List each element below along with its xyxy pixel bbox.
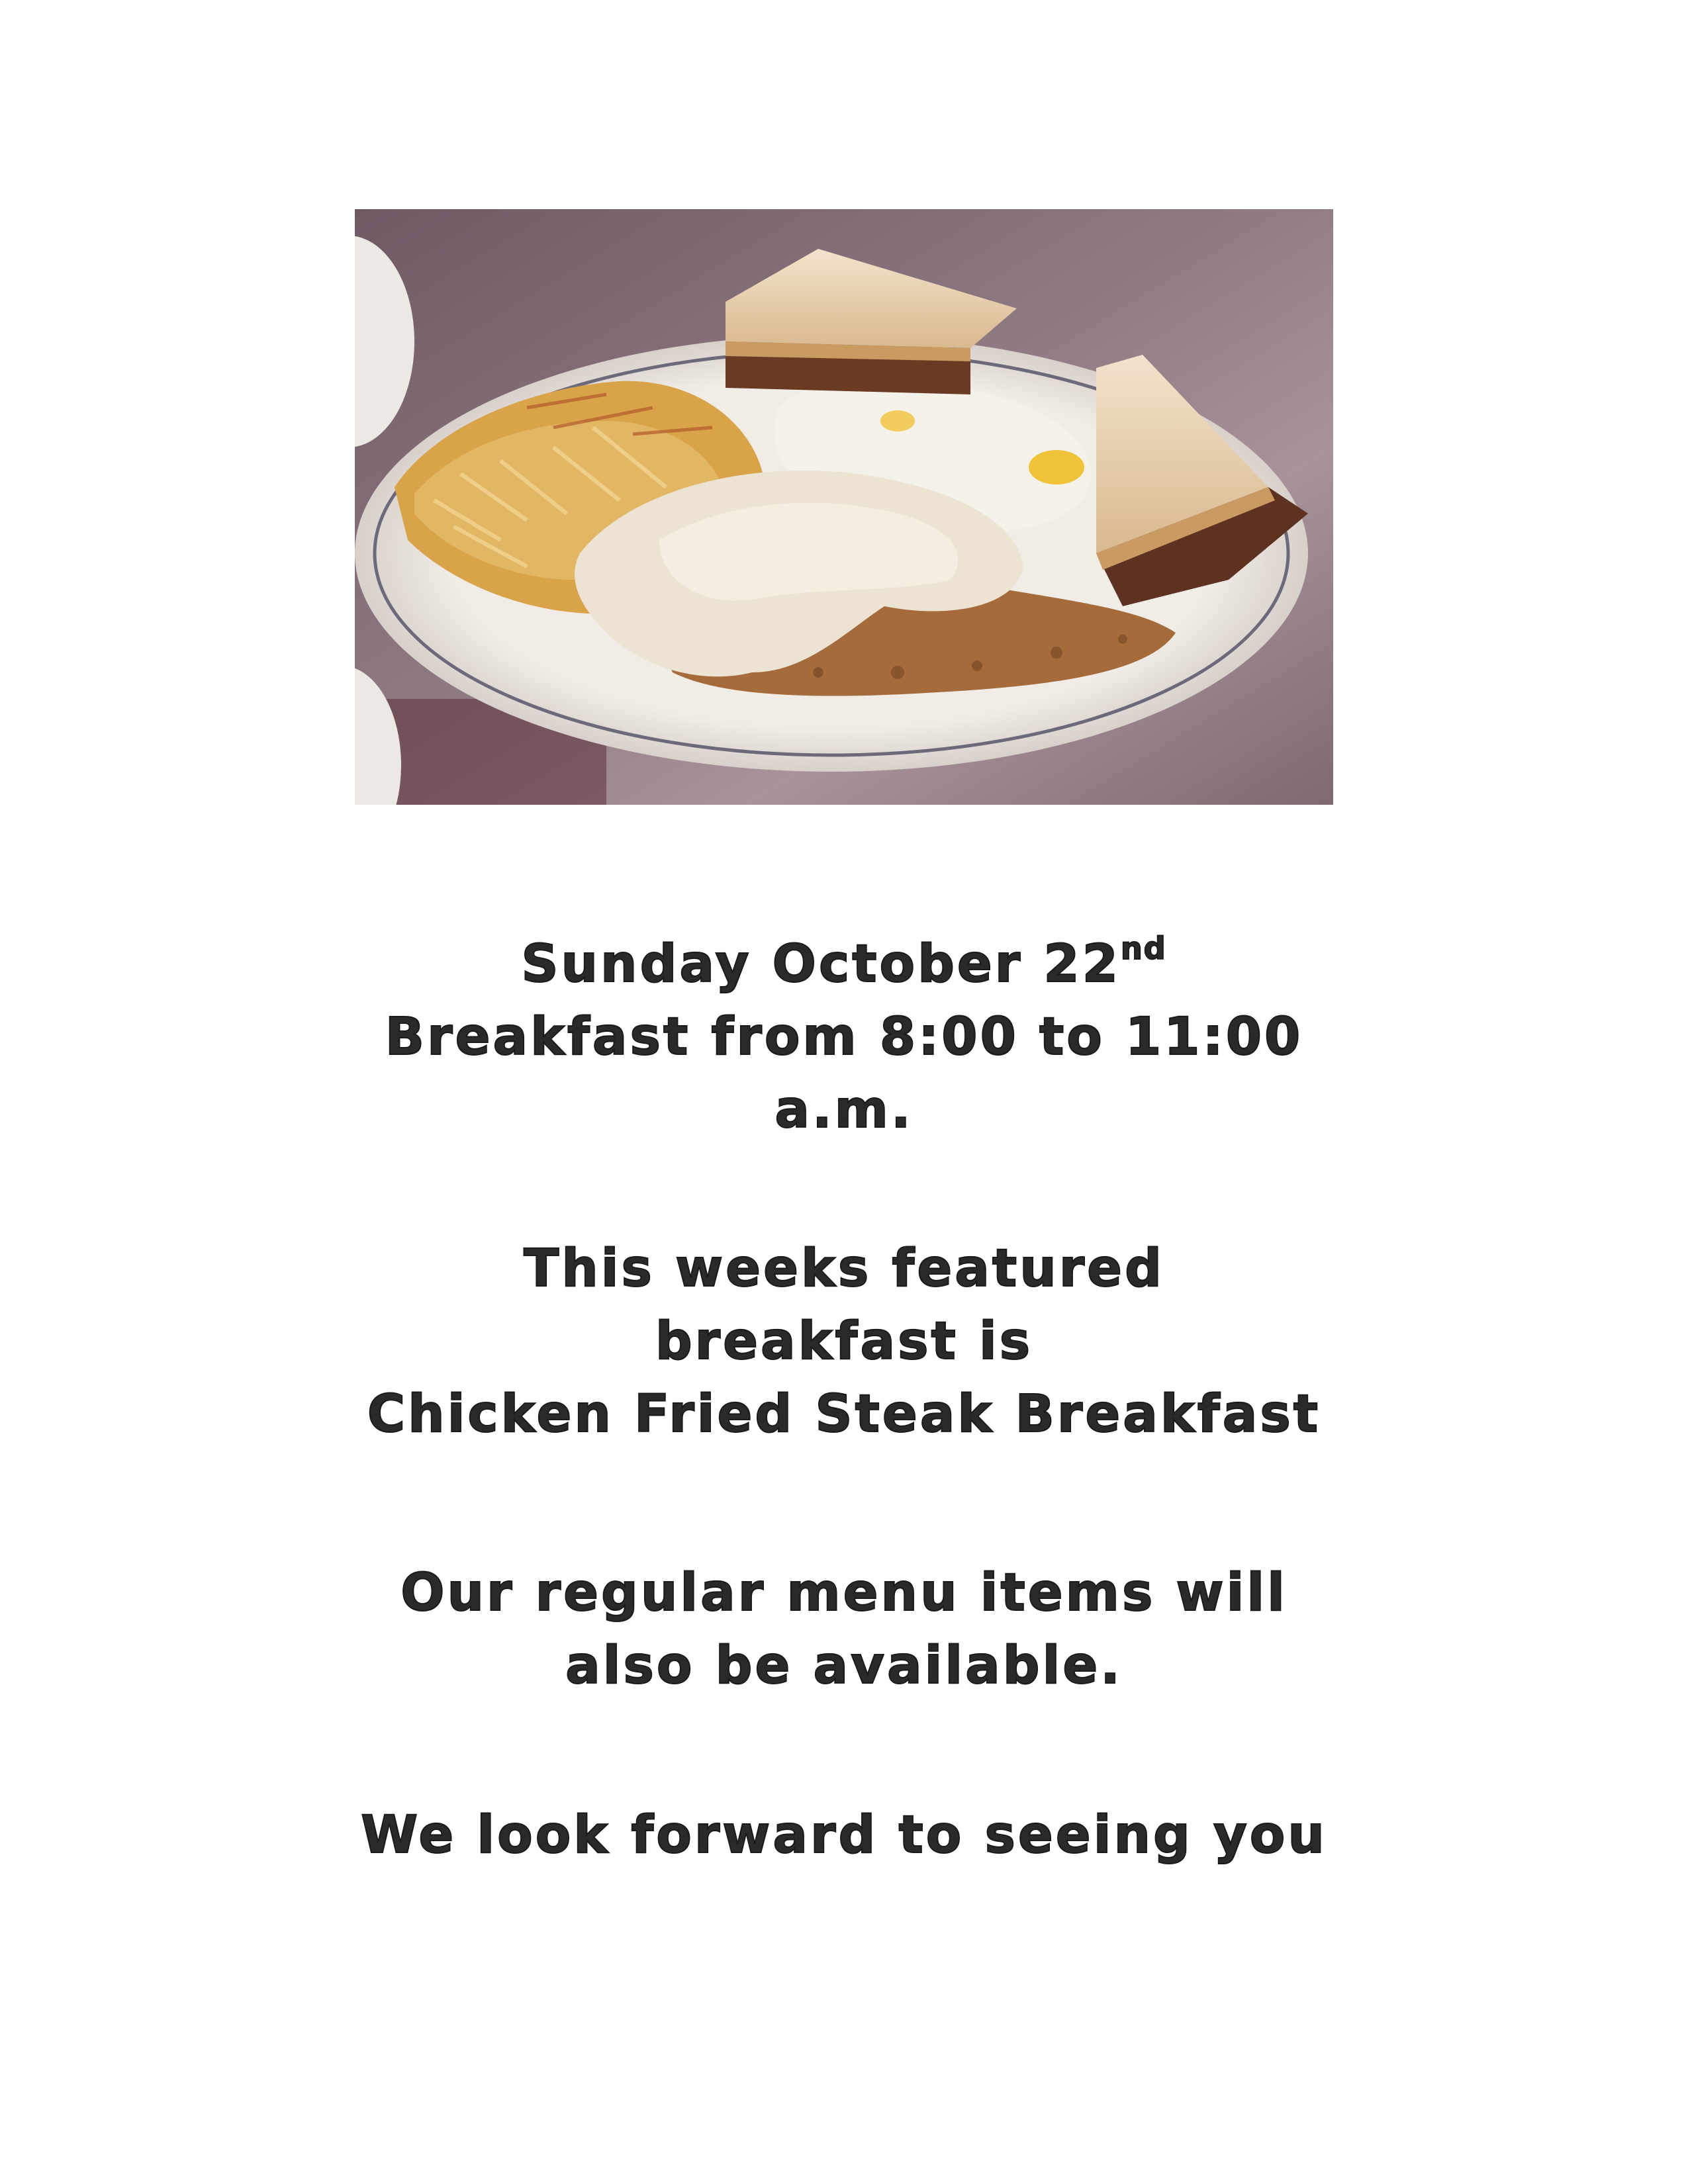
- closing-line: We look forward to seeing you: [361, 1805, 1327, 1865]
- closing-section: [132, 1799, 1556, 1872]
- featured-line-2: breakfast is: [655, 1312, 1033, 1371]
- regular-menu-section: [132, 1557, 1556, 1702]
- event-date-line: [132, 912, 1556, 1001]
- breakfast-plate-photo: [355, 209, 1333, 805]
- ordinal-suffix: nd: [1120, 931, 1167, 966]
- regular-line-2: also be available.: [565, 1636, 1123, 1696]
- event-hours-line: Breakfast from 8:00 to 11:00: [385, 1007, 1303, 1067]
- event-date-text: Sunday October 22: [521, 934, 1121, 994]
- featured-dish: Chicken Fried Steak Breakfast: [367, 1385, 1321, 1444]
- event-time-section: [132, 912, 1556, 1146]
- regular-line-1: Our regular menu items will: [400, 1563, 1288, 1623]
- event-ampm-line: a.m.: [774, 1080, 914, 1140]
- featured-line-1: This weeks featured: [524, 1239, 1164, 1298]
- featured-section: [132, 1232, 1556, 1451]
